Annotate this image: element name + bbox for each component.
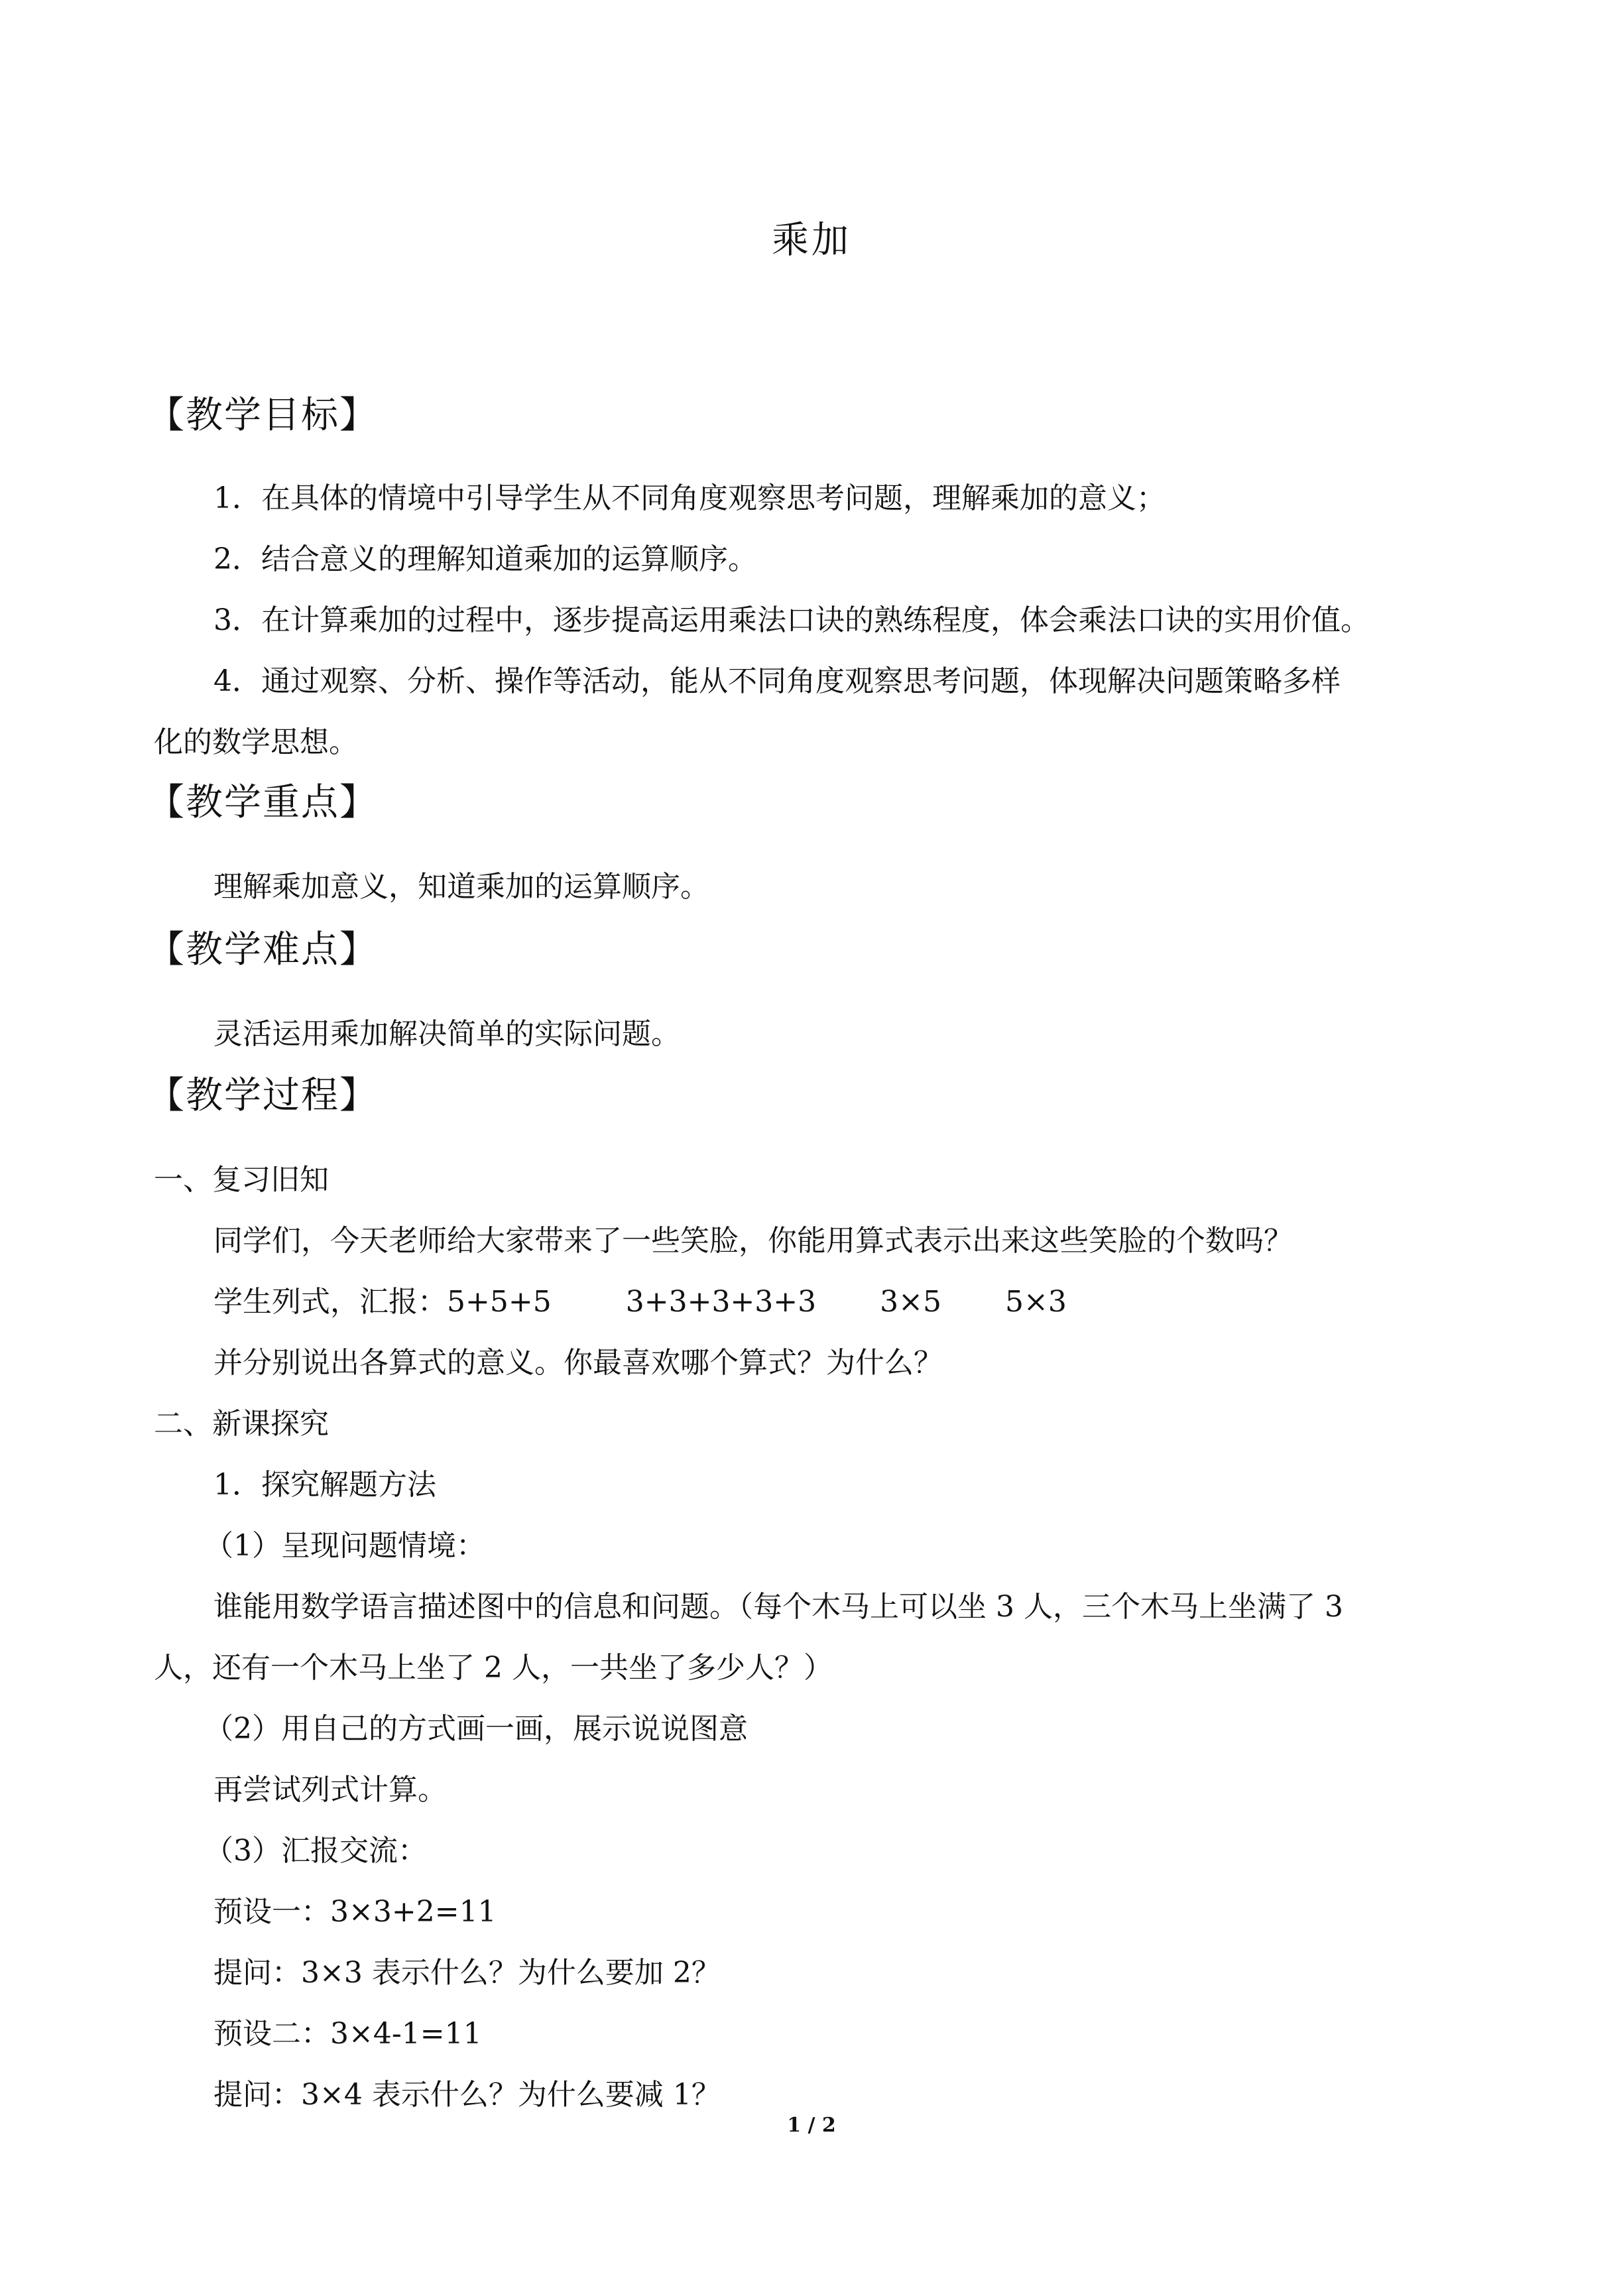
review-heading: 一、复习旧知 [154, 1163, 329, 1197]
key-point-text: 理解乘加意义，知道乘加的运算顺序。 [213, 870, 709, 904]
new-line-6: 再尝试列式计算。 [213, 1773, 447, 1807]
new-line-1: 1．探究解题方法 [213, 1468, 436, 1502]
objective-item-1: 1．在具体的情境中引导学生从不同角度观察思考问题，理解乘加的意义； [213, 481, 1166, 515]
objective-item-3: 3．在计算乘加的过程中，逐步提高运用乘法口诀的熟练程度，体会乘法口诀的实用价值。 [213, 603, 1370, 637]
heading-difficulty: 【教学难点】 [147, 928, 378, 971]
objective-item-2: 2．结合意义的理解知道乘加的运算顺序。 [213, 542, 757, 576]
new-line-8: 预设一：3×3+2=11 [213, 1895, 497, 1929]
report-label: 学生列式，汇报： [213, 1285, 447, 1319]
review-line-1: 同学们，今天老师给大家带来了一些笑脸，你能用算式表示出来这些笑脸的个数吗？ [213, 1224, 1293, 1258]
heading-process: 【教学过程】 [147, 1074, 378, 1117]
new-line-2: （1）呈现问题情境： [204, 1529, 485, 1563]
new-line-5: （2）用自己的方式画一画，展示说说图意 [204, 1712, 748, 1746]
report-line [213, 1272, 1067, 1333]
new-lesson-heading: 二、新课探究 [154, 1407, 329, 1441]
formula-4: 5×3 [1005, 1285, 1067, 1319]
difficulty-text: 灵活运用乘加解决简单的实际问题。 [213, 1017, 680, 1051]
formula-3: 3×5 [880, 1285, 942, 1319]
new-line-3: 谁能用数学语言描述图中的信息和问题。（每个木马上可以坐 3 人，三个木马上坐满了 3 [213, 1590, 1343, 1624]
objective-item-4: 4．通过观察、分析、操作等活动，能从不同角度观察思考问题，体现解决问题策略多样 [213, 664, 1341, 698]
review-line-2: 并分别说出各算式的意义。你最喜欢哪个算式？为什么？ [213, 1346, 943, 1380]
new-line-7: （3）汇报交流： [204, 1834, 427, 1868]
heading-key-point: 【教学重点】 [147, 781, 378, 824]
page-number: 1 / 2 [787, 2114, 836, 2137]
new-line-10: 预设二：3×4-1=11 [213, 2017, 482, 2051]
objective-item-4-cont: 化的数学思想。 [154, 725, 358, 759]
heading-objectives: 【教学目标】 [147, 394, 378, 437]
new-line-11: 提问：3×4 表示什么？为什么要减 1？ [213, 2078, 721, 2112]
formula-2: 3+3+3+3+3 [625, 1285, 817, 1319]
new-line-4: 人，还有一个木马上坐了 2 人，一共坐了多少人？） [154, 1651, 833, 1685]
page-title: 乘加 [772, 219, 851, 262]
new-line-9: 提问：3×3 表示什么？为什么要加 2？ [213, 1956, 721, 1990]
formula-1: 5+5+5 [447, 1285, 552, 1319]
